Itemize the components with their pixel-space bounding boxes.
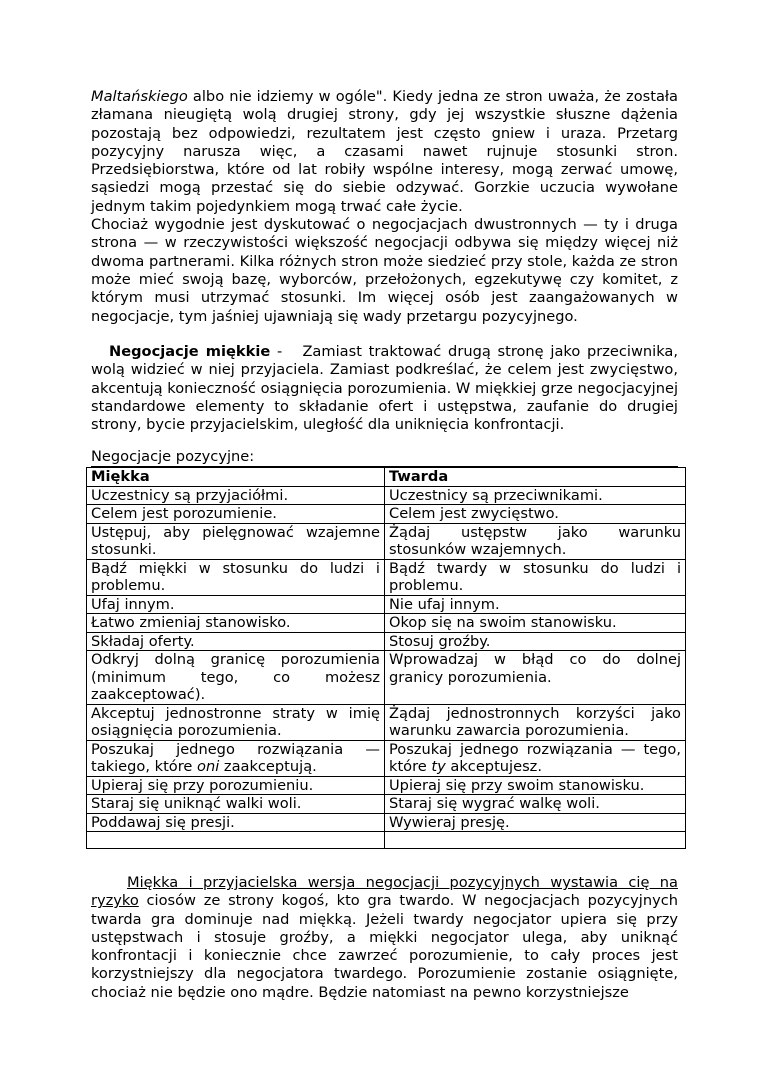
paragraph-multilateral: Chociaż wygodnie jest dyskutować o negocjacjach dwustronnych — ty i druga strona — w rzeczywistości większość negocjacji odbywa się między więcej niż dwoma partnerami. Kilka różnych stron może siedzieć przy stole, każda ze stron może mieć swoją bazę, wyborców, przełożonych, egzekutywę czy komitet, z którym musi utrzymać stosunki. Im więcej osób jest zaangażowanych w negocjacje, tym jaśniej ujawniają się wady przetargu pozycyjnego. — [91, 216, 678, 325]
paragraph-relations — [91, 88, 678, 216]
table-row — [87, 505, 686, 524]
paragraph-text: albo nie idziemy w ogóle". Kiedy jedna ze stron uważa, że została złamana nieugiętą wolą drugiej strony, gdy jej wszystkie słuszne dążenia pozostają bez odpowiedzi, rezultatem jest często gniew i uraza. Przetarg pozycyjny narusza więc, a czasami nawet rujnuje stosunki stron. Przedsiębiorstwa, które od lat robiły wspólne interesy, mogą zerwać umowę, sąsiedzi mogą przestać się do siebie odzywać. Gorzkie uczucia wywołane jednym takim pojedynkiem mogą trwać całe życie. — [91, 88, 678, 215]
cell-text: Poszukaj jednego rozwiązania — tego, które — [389, 740, 681, 775]
italic-word: oni — [197, 758, 220, 775]
italic-term: Maltańskiego — [91, 88, 188, 105]
cell-hard: Okop się na swoim stanowisku. — [385, 614, 686, 633]
table-row — [87, 614, 686, 633]
table-row — [87, 595, 686, 614]
cell-soft: Łatwo zmieniaj stanowisko. — [87, 614, 385, 633]
bold-term: Negocjacje miękkie — [109, 343, 271, 360]
cell-hard: Staraj się wygrać walkę woli. — [385, 795, 686, 814]
cell-empty — [87, 832, 385, 849]
italic-word: ty — [431, 758, 446, 775]
table-row — [87, 486, 686, 505]
cell-soft — [87, 740, 385, 776]
table-row — [87, 523, 686, 559]
table-row-empty — [87, 832, 686, 849]
cell-soft: Odkryj dolną granicę porozumienia (minimum tego, co możesz zaakceptować). — [87, 651, 385, 705]
header-soft: Miękka — [87, 468, 385, 487]
table-row — [87, 813, 686, 832]
cell-soft: Celem jest porozumienie. — [87, 505, 385, 524]
paragraph-positional-bargaining — [91, 88, 678, 326]
cell-hard: Stosuj groźby. — [385, 632, 686, 651]
paragraph-text: Zamiast traktować drugą stronę jako przeciwnika, wolą widzieć w niej przyjaciela. Zamiast podkreślać, że celem jest zwycięstwo, akcentują konieczność osiągnięcia porozumienia. W miękkiej grze negocjacyjnej standardowe elementy to składanie ofert i ustępstwa, zaufanie do drugiej strony, bycie przyjacielskim, uległość dla uniknięcia konfrontacji. — [91, 343, 678, 434]
cell-soft: Składaj oferty. — [87, 632, 385, 651]
cell-soft: Akceptuj jednostronne straty w imię osiągnięcia porozumienia. — [87, 704, 385, 740]
cell-soft: Ustępuj, aby pielęgnować wzajemne stosunki. — [87, 523, 385, 559]
cell-text: Poszukaj jednego rozwiązania — takiego, które — [91, 740, 380, 775]
cell-hard: Wprowadzaj w błąd co do dolnej granicy porozumienia. — [385, 651, 686, 705]
table-caption: Negocjacje pozycyjne: — [91, 448, 255, 465]
cell-hard: Bądź twardy w stosunku do ludzi i problemu. — [385, 559, 686, 595]
cell-hard: Wywieraj presję. — [385, 813, 686, 832]
header-hard: Twarda — [385, 468, 686, 487]
table-row — [87, 651, 686, 705]
cell-soft: Ufaj innym. — [87, 595, 385, 614]
cell-empty — [385, 832, 686, 849]
table-row — [87, 704, 686, 740]
cell-hard — [385, 740, 686, 776]
cell-soft: Uczestnicy są przyjaciółmi. — [87, 486, 385, 505]
paragraph-soft-negotiation — [91, 343, 678, 434]
cell-hard: Uczestnicy są przeciwnikami. — [385, 486, 686, 505]
paragraph-soft-vs-hard — [91, 874, 678, 1002]
table-header-row — [87, 468, 686, 487]
cell-hard: Żądaj ustępstw jako warunku stosunków wzajemnych. — [385, 523, 686, 559]
cell-text: zaakceptują. — [219, 758, 317, 775]
table-row — [87, 776, 686, 795]
cell-text: akceptujesz. — [445, 758, 542, 775]
underlined-text: Miękka i przyjacielska wersja negocjacji pozycyjnych wystawia cię na ryzyko — [91, 874, 678, 910]
table-row — [87, 559, 686, 595]
cell-hard: Upieraj się przy swoim stanowisku. — [385, 776, 686, 795]
cell-hard: Nie ufaj innym. — [385, 595, 686, 614]
table-row — [87, 795, 686, 814]
cell-soft: Poddawaj się presji. — [87, 813, 385, 832]
cell-soft: Staraj się uniknąć walki woli. — [87, 795, 385, 814]
cell-hard: Celem jest zwycięstwo. — [385, 505, 686, 524]
cell-soft: Upieraj się przy porozumieniu. — [87, 776, 385, 795]
table-row — [87, 632, 686, 651]
cell-soft: Bądź miękki w stosunku do ludzi i problemu. — [87, 559, 385, 595]
cell-hard: Żądaj jednostronnych korzyści jako warunku zawarcia porozumienia. — [385, 704, 686, 740]
comparison-table — [86, 467, 686, 849]
dash-separator: - — [270, 343, 303, 360]
paragraph-text: ciosów ze strony kogoś, kto gra twardo. W negocjacjach pozycyjnych twarda gra dominuje nad miękką. Jeżeli twardy negocjator upiera się przy ustępstwach i stosuje groźby, a miękki negocjator ulega, aby uniknąć konfrontacji i koniecznie chce zawrzeć porozumienie, to cały proces jest korzystniejszy dla negocjatora twardego. Porozumienie zostanie osiągnięte, chociaż nie będzie ono mądre. Będzie natomiast na pewno korzystniejsze — [91, 892, 678, 1001]
table-row — [87, 740, 686, 776]
